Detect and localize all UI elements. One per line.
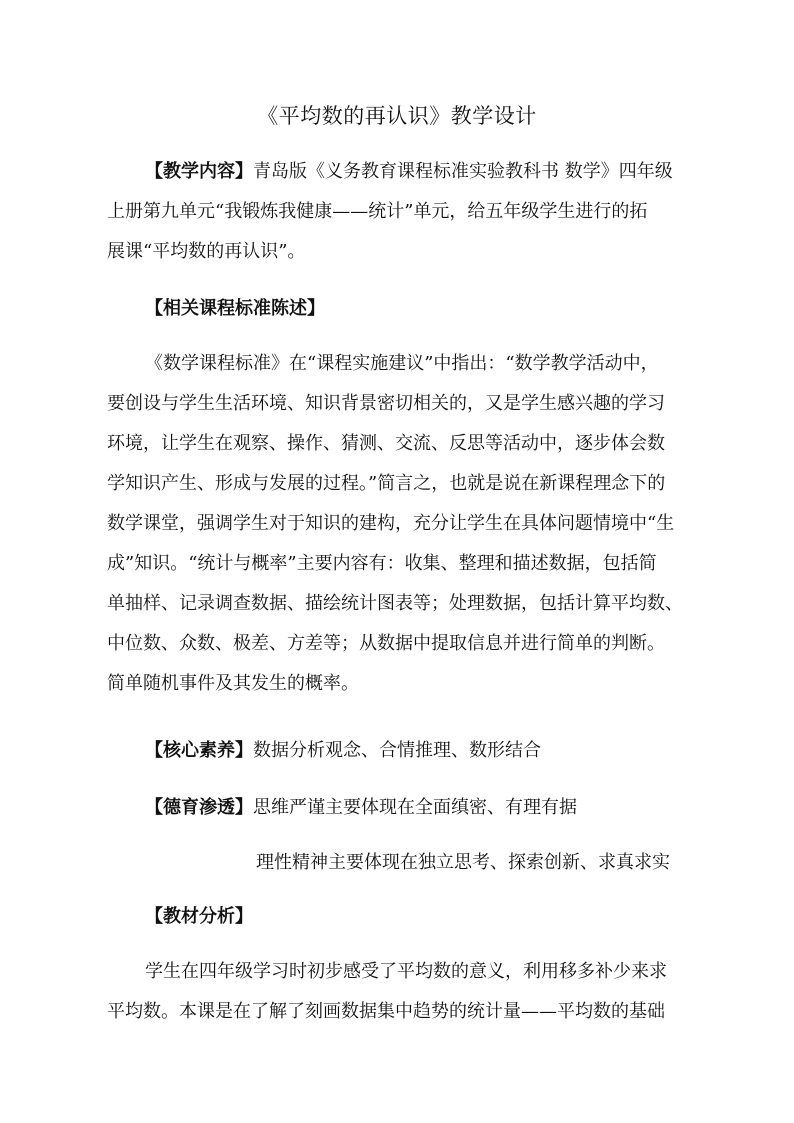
core-literacy-text: 数据分析观念、合情推理、数形结合	[253, 740, 541, 761]
teaching-content-heading: 【教学内容】	[145, 161, 253, 182]
curriculum-standard-heading: 【相关课程标准陈述】	[145, 298, 325, 319]
document-title: 《平均数的再认识》教学设计	[257, 104, 537, 128]
curriculum-standard-line-1: 《数学课程标准》在“课程实施建议”中指出：“数学教学活动中，	[145, 353, 659, 374]
curriculum-standard-line-5: 数学课堂，强调学生对于知识的建构，充分让学生在具体问题情境中“生	[107, 513, 675, 534]
curriculum-standard-line-6: 成”知识。“统计与概率”主要内容有：收集、整理和描述数据，包括简	[107, 553, 657, 574]
curriculum-standard-line-9: 简单随机事件及其发生的概率。	[107, 673, 359, 694]
curriculum-standard-line-3: 环境，让学生在观察、操作、猜测、交流、反思等活动中，逐步体会数	[107, 433, 665, 454]
curriculum-standard-line-2: 要创设与学生生活环境、知识背景密切相关的，又是学生感兴趣的学习	[107, 393, 665, 414]
moral-education-text-1: 思维严谨主要体现在全面缜密、有理有据	[253, 797, 577, 818]
textbook-analysis-heading: 【教材分析】	[145, 906, 253, 927]
core-literacy-heading: 【核心素养】	[145, 740, 253, 761]
curriculum-standard-line-8: 中位数、众数、极差、方差等；从数据中提取信息并进行简单的判断。	[107, 633, 665, 654]
moral-education-heading: 【德育渗透】	[145, 797, 253, 818]
teaching-content-line-3: 展课“平均数的再认识”。	[107, 241, 306, 262]
curriculum-standard-line-7: 单抽样、记录调查数据、描绘统计图表等；处理数据，包括计算平均数、	[107, 593, 683, 614]
teaching-content-line-1	[145, 159, 745, 185]
teaching-content-text-1: 青岛版《义务教育课程标准实验教科书 数学》四年级	[253, 161, 673, 182]
curriculum-standard-line-4: 学知识产生、形成与发展的过程。”简言之，也就是说在新课程理念下的	[107, 473, 666, 494]
core-literacy-line	[145, 738, 745, 764]
moral-education-line-2: 理性精神主要体现在独立思考、探索创新、求真求实	[256, 852, 670, 873]
textbook-analysis-line-2: 平均数。本课是在了解了刻画数据集中趋势的统计量——平均数的基础	[107, 1001, 665, 1022]
teaching-content-line-2: 上册第九单元“我锻炼我健康——统计”单元，给五年级学生进行的拓	[107, 201, 648, 222]
moral-education-line-1	[145, 795, 745, 821]
textbook-analysis-line-1: 学生在四年级学习时初步感受了平均数的意义，利用移多补少来求	[145, 961, 667, 982]
